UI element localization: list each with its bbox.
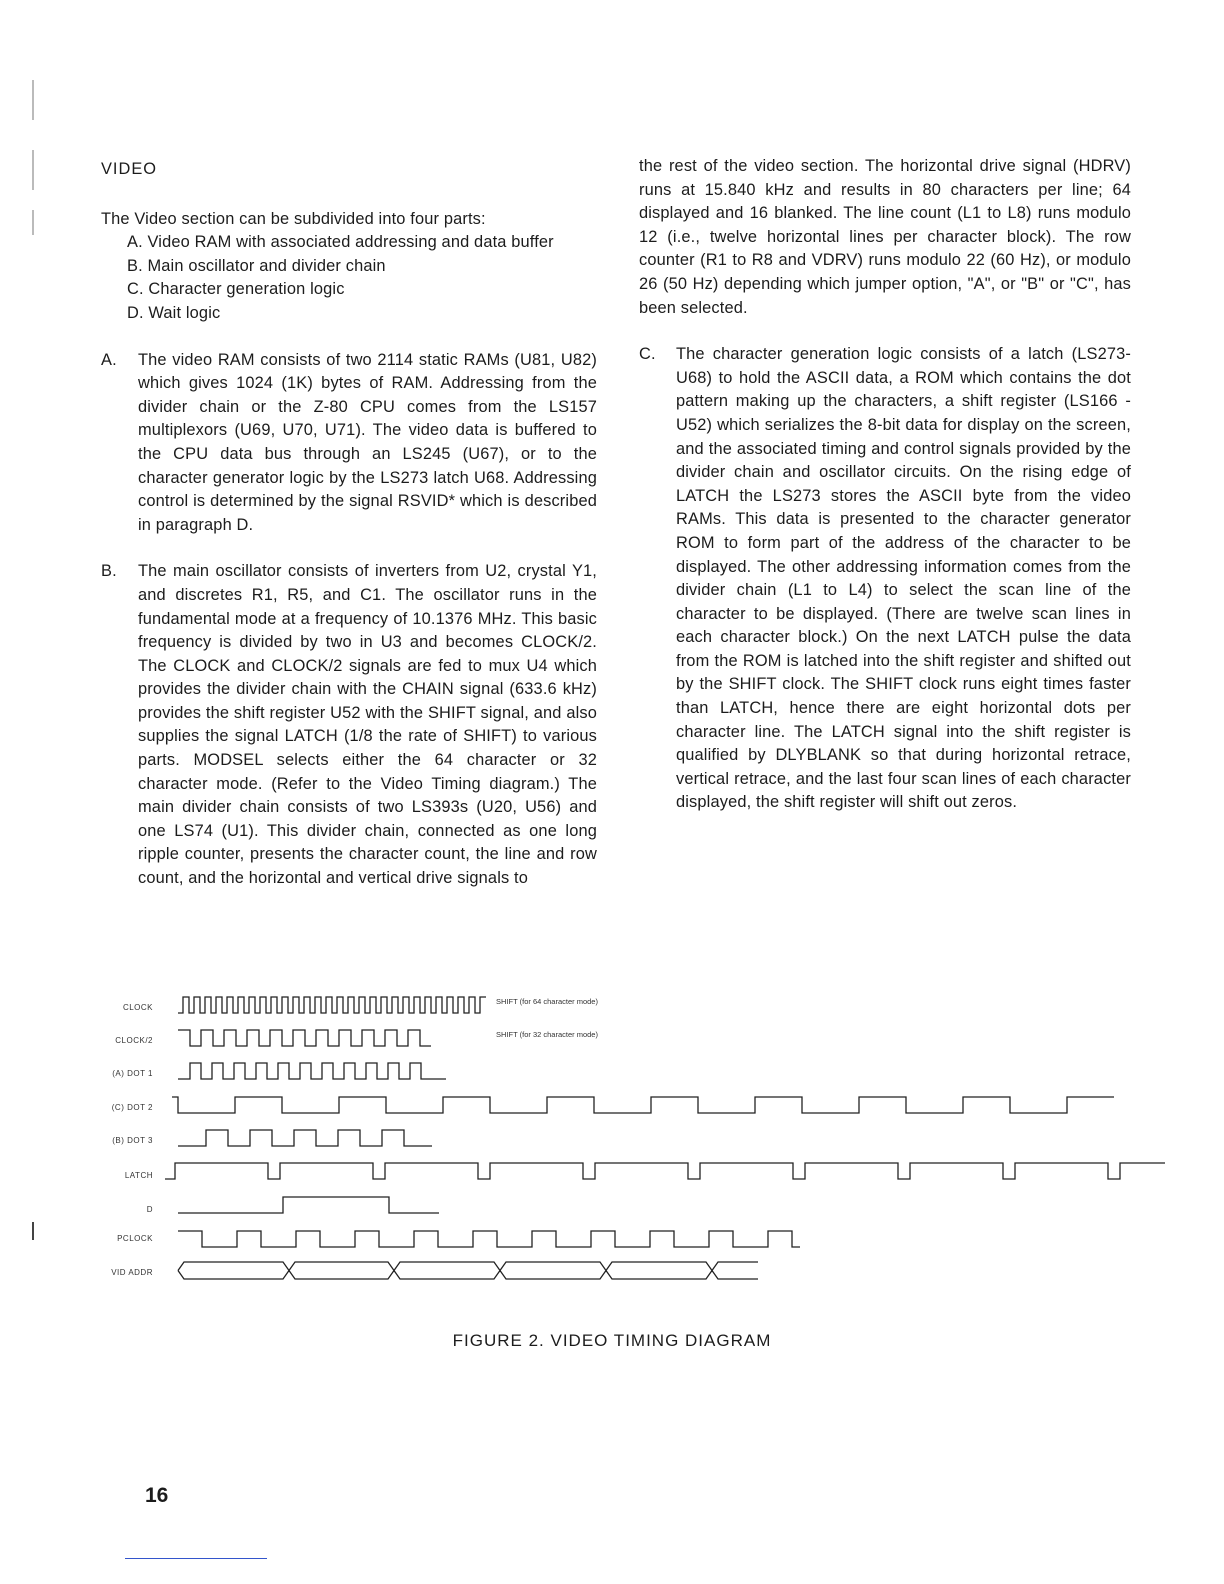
- signal-label-latch: LATCH: [124, 1171, 153, 1180]
- note-shift-64: SHIFT (for 64 character mode): [496, 997, 598, 1006]
- intro-text: The Video section can be subdivided into four parts:: [101, 209, 486, 228]
- signal-label-clock: CLOCK: [122, 1003, 153, 1012]
- footer-rule: [125, 1558, 267, 1559]
- signal-label-d: D: [146, 1205, 153, 1214]
- vid-addr-bus: [178, 1262, 758, 1279]
- right-column: [639, 155, 1131, 815]
- figure-caption: FIGURE 2. VIDEO TIMING DIAGRAM: [452, 1331, 772, 1350]
- clock-wave: [178, 997, 486, 1013]
- dot1-wave: [178, 1063, 446, 1079]
- signal-label-dot3: (B) DOT 3: [112, 1136, 153, 1145]
- signal-label-pclock: PCLOCK: [117, 1234, 153, 1243]
- list-item: B. Main oscillator and divider chain: [127, 256, 386, 275]
- video-timing-diagram: [0, 985, 1224, 1295]
- paragraph-letter: A.: [101, 350, 117, 369]
- signal-label-dot2: (C) DOT 2: [111, 1103, 153, 1112]
- note-shift-32: SHIFT (for 32 character mode): [496, 1030, 598, 1039]
- list-item: C. Character generation logic: [127, 280, 345, 299]
- paragraph-a: [101, 349, 597, 538]
- list-item: D. Wait logic: [127, 303, 221, 322]
- paragraph-letter: B.: [101, 562, 117, 581]
- paragraph-b-continued: the rest of the video section. The horizontal drive signal (HDRV) runs at 15.840 kHz and results in 80 characters per line; 64 displayed and 16 blanked. The line count (L1 to L8) runs modulo 12 (i.e., twelve horizontal lines per character block). The row counter (R1 to R8 and VDRV) runs modulo 22 (60 Hz), or modulo 26 (50 Hz) depending which jumper option, "A", or "B" or "C", has been selected.: [639, 157, 1131, 317]
- paragraph-text: The video RAM consists of two 2114 static RAMs (U81, U82) which gives 1024 (1K) bytes of RAM. Addressing from the divider chain or the Z-80 CPU comes from the LS157 multiplexors (U69, U70, U71). The video data is buffered to the CPU data bus through an LS245 (U67), or to the character generator logic by the LS273 latch U68. Addressing control is determined by the signal RSVID* which is described in paragraph D.: [138, 350, 597, 534]
- list-item: A. Video RAM with associated addressing and data buffer: [127, 233, 554, 252]
- dot3-wave: [178, 1130, 432, 1146]
- paragraph-b: [101, 560, 597, 890]
- paragraph-text: The main oscillator consists of inverters from U2, crystal Y1, and discretes R1, R5, and C1. The oscillator runs in the fundamental mode at a frequency of 10.1376 MHz. This basic frequency is divided by two in U3 and becomes CLOCK/2. The CLOCK and CLOCK/2 signals are fed to mux U4 which provides the divider chain with the CHAIN signal (633.6 kHz) provides the shift register U52 with the SHIFT signal, and also supplies the signal LATCH (1/8 the rate of SHIFT) to various parts. MODSEL selects either the 64 character or 32 character mode. (Refer to the Video Timing diagram.) The main divider chain consists of two LS393s (U20, U56) and one LS74 (U1). This divider chain, connected as one long ripple counter, presents the character count, the line and row count, and the horizontal and vertical drive signals to: [138, 562, 597, 888]
- scan-margin-mark: [32, 210, 34, 235]
- section-heading: VIDEO: [101, 160, 158, 178]
- page-number: 16: [145, 1484, 169, 1507]
- paragraph-text: The character generation logic consists of a latch (LS273-U68) to hold the ASCII data, a ROM which contains the dot pattern making up the characters, a shift register (LS166 - U52) which serializes the 8-bit data for display on the screen, and the associated timing and control signals provided by the divider chain and oscillator circuits. On the rising edge of LATCH the LS273 stores the ASCII byte from the video RAMs. This data is presented to the character generator ROM to form part of the address of the character to be displayed. The other addressing information comes from the divider chain (L1 to L4) to select the scan line of the character to be displayed. (There are twelve scan lines in each character block.) On the next LATCH pulse the data from the ROM is latched into the shift register and shifted out by the SHIFT clock. The SHIFT clock runs eight times faster than LATCH, hence there are eight horizontal dots per character line. The LATCH signal into the shift register is qualified by DLYBLANK so that during horizontal retrace, vertical retrace, and the last four scan lines of each character displayed, the shift register will shift out zeros.: [676, 345, 1131, 812]
- scan-margin-mark: [32, 80, 34, 120]
- paragraph-letter: C.: [639, 345, 656, 364]
- scan-margin-mark: [32, 150, 34, 190]
- dot2-wave: [172, 1097, 1114, 1113]
- clock-2-wave: [178, 1030, 431, 1046]
- left-column: [101, 155, 597, 891]
- signal-label-vid-addr: VID ADDR: [111, 1268, 153, 1277]
- pclock-wave: [178, 1231, 800, 1247]
- paragraph-c: [639, 343, 1131, 815]
- signal-label-dot1: (A) DOT 1: [112, 1069, 153, 1078]
- parts-list: [101, 231, 597, 325]
- signal-label-clock-2: CLOCK/2: [115, 1036, 153, 1045]
- latch-wave: [165, 1163, 1165, 1179]
- d-wave: [178, 1197, 439, 1213]
